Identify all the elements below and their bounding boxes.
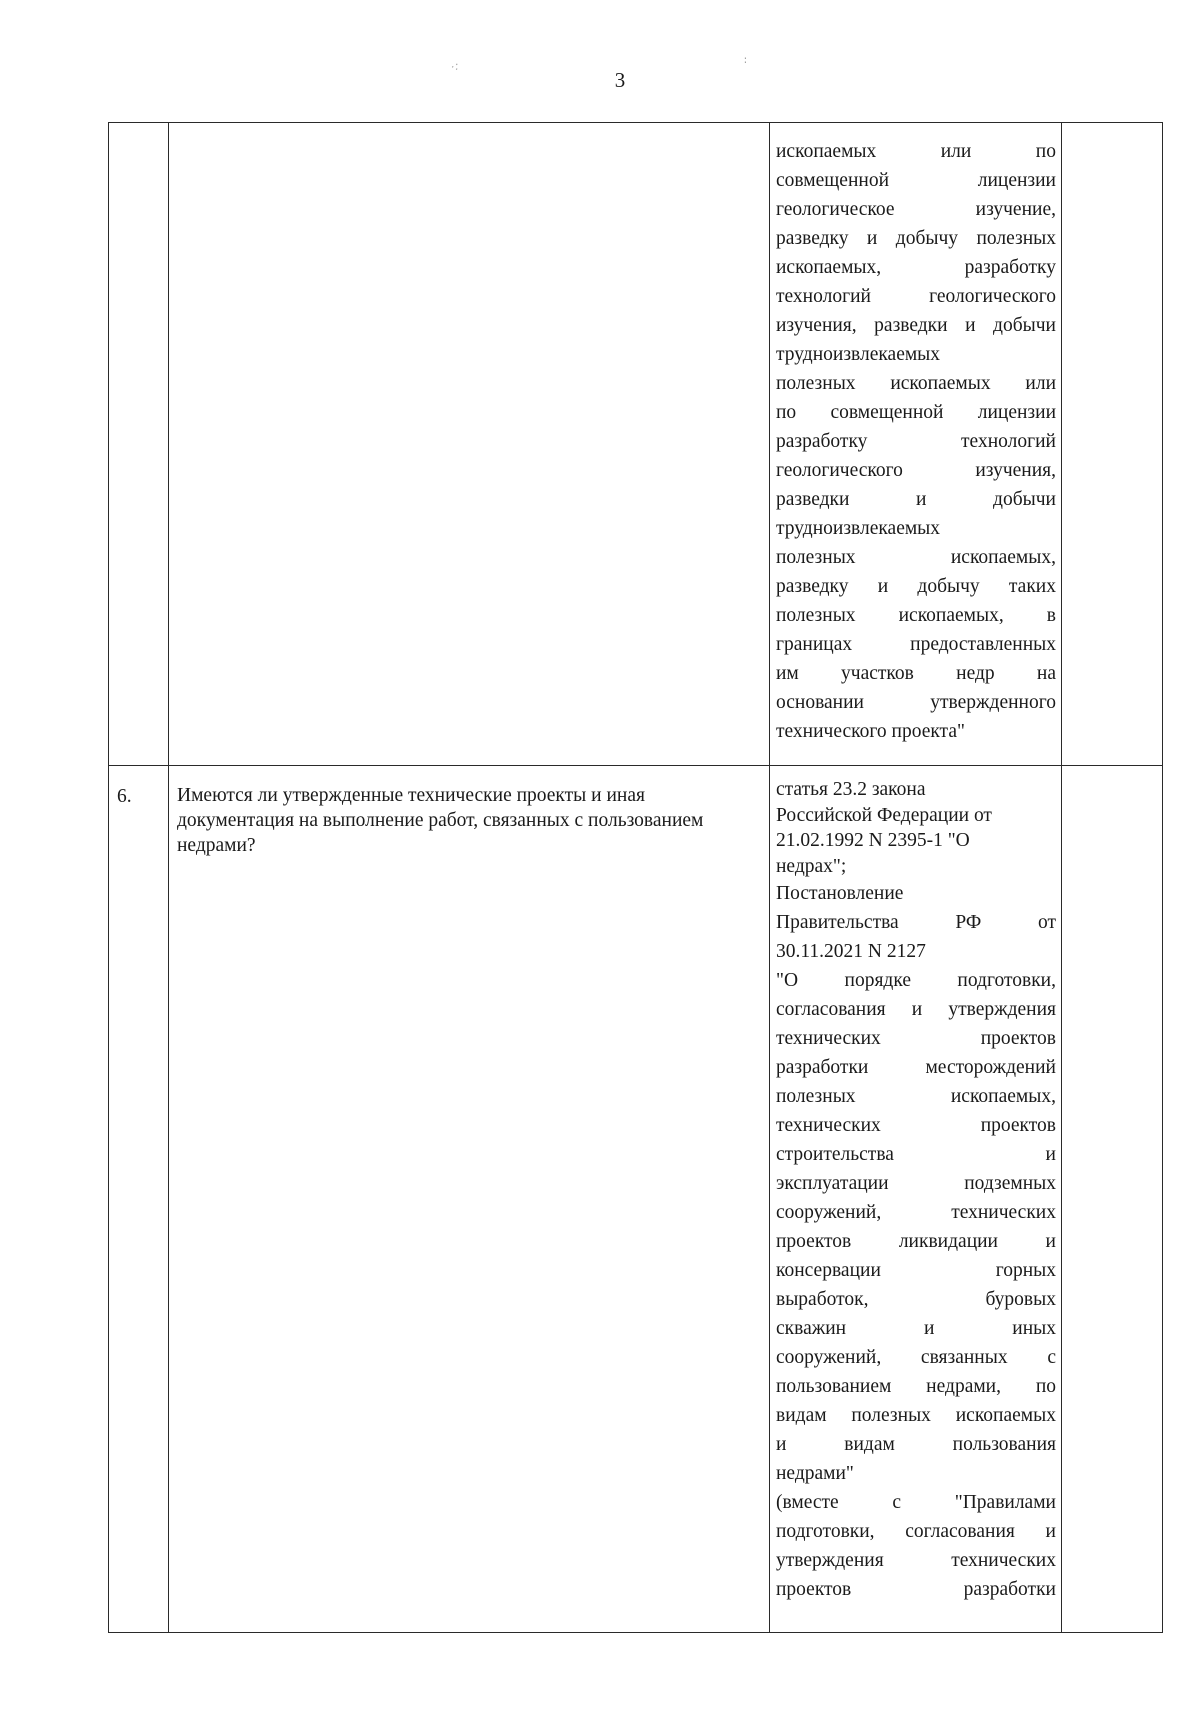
legal-basis-line: им участков недр на [776, 663, 1056, 684]
legal-basis-cell [770, 123, 1062, 766]
legal-basis-line: полезных ископаемых, в [776, 605, 1056, 626]
legal-basis-line: Российской Федерации от [776, 804, 992, 826]
legal-basis-line: эксплуатации подземных [776, 1173, 1056, 1194]
notes-cell [1062, 766, 1163, 1633]
legal-basis-line: разведки и добычи [776, 489, 1056, 510]
legal-basis-line: по совмещенной лицензии [776, 402, 1056, 423]
legal-basis-line: утверждения технических [776, 1550, 1056, 1571]
legal-basis-line: 21.02.1992 N 2395-1 "О [776, 830, 970, 851]
notes-cell [1062, 123, 1163, 766]
legal-basis-line: Постановление [776, 883, 904, 904]
question-cell: Имеются ли утвержденные технические проекты и иная документация на выполнение работ, связанных с пользованием недрами? [169, 766, 770, 1633]
legal-basis-line: недрами" [776, 1463, 854, 1484]
legal-basis-line: изучения, разведки и добычи [776, 315, 1056, 336]
legal-basis-line: геологическое изучение, [776, 199, 1056, 220]
checklist-table [108, 122, 1163, 1633]
legal-basis-line: Правительства РФ от [776, 912, 1056, 933]
legal-basis-line: выработок, буровых [776, 1289, 1056, 1310]
legal-basis-line: согласования и утверждения [776, 999, 1056, 1020]
legal-basis-line: (вместе с "Правилами [776, 1492, 1056, 1513]
scan-speck: ∴ [449, 59, 462, 74]
legal-basis-line: технических проектов [776, 1028, 1056, 1049]
legal-basis-line: трудноизвлекаемых [776, 344, 941, 365]
legal-basis-line: разведку и добычу полезных [776, 228, 1056, 249]
legal-basis-line: и видам пользования [776, 1434, 1056, 1455]
legal-basis-line: трудноизвлекаемых [776, 518, 941, 539]
table-row [109, 766, 1163, 1633]
legal-basis-line: разведку и добычу таких [776, 576, 1056, 597]
page-number: 3 [614, 68, 626, 92]
legal-basis-line: сооружений, технических [776, 1202, 1056, 1223]
legal-basis-line: границах предоставленных [776, 634, 1056, 655]
legal-basis-line: 30.11.2021 N 2127 [776, 941, 926, 962]
legal-basis-line: полезных ископаемых или [776, 373, 1056, 394]
legal-basis-line: консервации горных [776, 1260, 1056, 1281]
legal-basis-line: геологического изучения, [776, 460, 1056, 481]
table-row [109, 123, 1163, 766]
legal-basis-line: проектов ликвидации и [776, 1231, 1056, 1252]
legal-basis-line: ископаемых, разработку [776, 257, 1056, 278]
legal-basis-line: подготовки, согласования и [776, 1521, 1056, 1542]
legal-basis-line: технических проектов [776, 1115, 1056, 1136]
legal-basis-line: видам полезных ископаемых [776, 1405, 1056, 1426]
legal-basis-line: строительства и [776, 1144, 1056, 1165]
legal-basis-line: совмещенной лицензии [776, 170, 1056, 191]
legal-basis-line: ископаемых или по [776, 141, 1056, 162]
legal-basis-line: основании утвержденного [776, 692, 1056, 713]
row-number-cell [109, 123, 169, 766]
legal-basis-line: полезных ископаемых, [776, 1086, 1056, 1107]
legal-basis-line: разработки месторождений [776, 1057, 1056, 1078]
legal-basis-cell [770, 766, 1062, 1633]
legal-basis-line: технологий геологического [776, 286, 1056, 307]
scan-speck: ∶ [744, 55, 747, 67]
legal-basis-line: "О порядке подготовки, [776, 970, 1056, 991]
legal-basis-line: пользованием недрами, по [776, 1376, 1056, 1397]
legal-basis-line: скважин и иных [776, 1318, 1056, 1339]
legal-basis-line: недрах"; [776, 855, 847, 877]
legal-basis-line: полезных ископаемых, [776, 547, 1056, 568]
legal-basis-line: сооружений, связанных с [776, 1347, 1056, 1368]
question-cell [169, 123, 770, 766]
legal-basis-line: разработку технологий [776, 431, 1056, 452]
legal-basis-line: технического проекта" [776, 721, 965, 742]
legal-basis-line: статья 23.2 закона [776, 779, 926, 800]
legal-basis-line: проектов разработки [776, 1579, 1056, 1600]
row-number-cell: 6. [109, 766, 169, 1633]
